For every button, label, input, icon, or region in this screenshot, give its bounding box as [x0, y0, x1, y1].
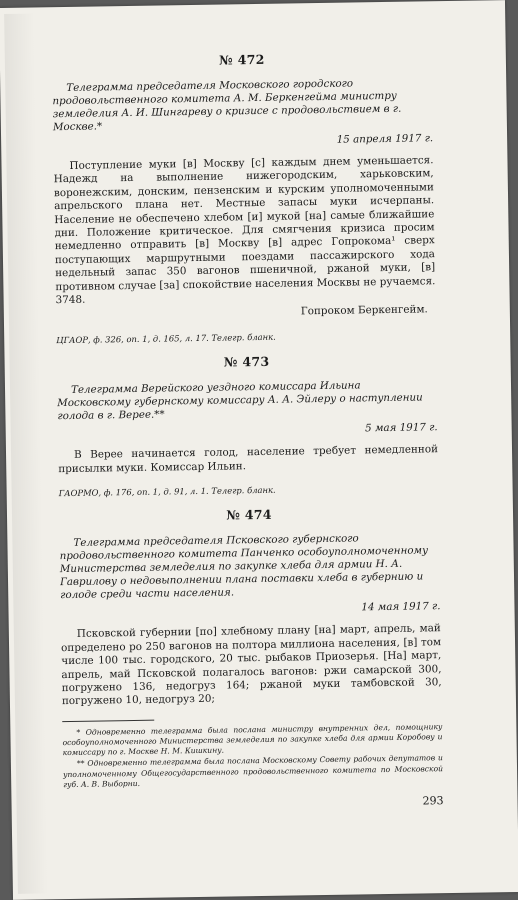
document-body: Псковской губернии [по] хлебному плану [на] март, апрель, май определено ро 250 вагонов на полтора миллиона населения, [в] том числе 100 тыс. городского, 20 тыс. рыбаков Приозерья. [На] март, апрель, май Псковской полагалось вагонов: ржи самарской 300, погружено 136, недогруз 164; ржаной муки тамбовской 30, погружено 10, недогруз 20; [60, 622, 442, 708]
document-number: № 472 [218, 51, 265, 68]
archive-reference: ГАОРМО, ф. 176, оп. 1, д. 91, л. 1. Телегр. бланк. [58, 485, 276, 499]
archive-reference: ЦГАОР, ф. 326, оп. 1, д. 165, л. 17. Телегр. бланк. [56, 332, 276, 346]
footnote: * Одновременно телеграмма была послана министру внутренних дел, помощнику особоуполномоченного Министерства земледелия по закупке хлеба для армии Коробову и комиссару по г. Москве Н. М. Кишкину. [62, 721, 443, 758]
document-473 [57, 352, 439, 499]
document-body: В Верее начинается голод, население требует немедленной присылки муки. Комиссар Ильин. [58, 443, 439, 476]
footnote-divider [62, 719, 154, 721]
document-date: 14 мая 1917 г. [361, 600, 441, 614]
page-number: 293 [422, 794, 444, 808]
document-number: № 473 [223, 354, 270, 371]
document-date: 5 мая 1917 г. [365, 421, 438, 435]
document-signature: Гопроком Беркенгейм. [300, 303, 428, 318]
page-content [52, 49, 444, 813]
document-title: Телеграмма председателя Псковского губернского продовольственного комитета Панченко особоуполномоченному Министерства земледелия по закупке хлеба для армии Н. А. Гаврилову о недовыполнении плана поставки хлеба в губернию и голоде среди части населения. [59, 532, 429, 602]
document-474 [59, 504, 442, 708]
document-title: Телеграмма председателя Московского городского продовольственного комитета А. М. Беркенгейма министру земледелия А. И. Шингареву о кризисе с продовольствием в г. Москве.* [52, 77, 402, 134]
document-title: Телеграмма Верейского уездного комиссара Ильина Московскому губернскому комиссару А. А. Эйлеру о наступлении голода в г. Верее.** [57, 379, 423, 423]
footnote: ** Одновременно телеграмма была послана Московскому Совету рабочих депутатов и уполномоченному Общегосударственного продовольственного комитета по Московской губ. А. В. Выборни. [62, 753, 444, 789]
document-body: Поступление муки [в] Москву [с] каждым днем уменьшается. Надежд на выполнение нижегородским, харьковским, воронежским, донским, пензенским и курским уполномоченными апрельского плана нет. Местные запасы муки исчерпаны. Население не обеспечено хлебом [и] мукой [на] самые ближайшие дни. Положение критическое. Для смягчения кризиса просим немедленно отправить [в] Москву [в] адрес Гопрокома¹ сверх поступающих маршрутными поездами пассажирского хода недельный запас 350 вагонов пшеничной, ржаной муки, [в] противном случае [за] спокойствие населения Москвы не ручаемся. 3748. [53, 154, 436, 307]
document-date: 15 апреля 1917 г. [336, 132, 434, 146]
document-472 [52, 49, 437, 345]
document-number: № 474 [226, 507, 272, 523]
page-gutter-shadow [4, 13, 48, 893]
